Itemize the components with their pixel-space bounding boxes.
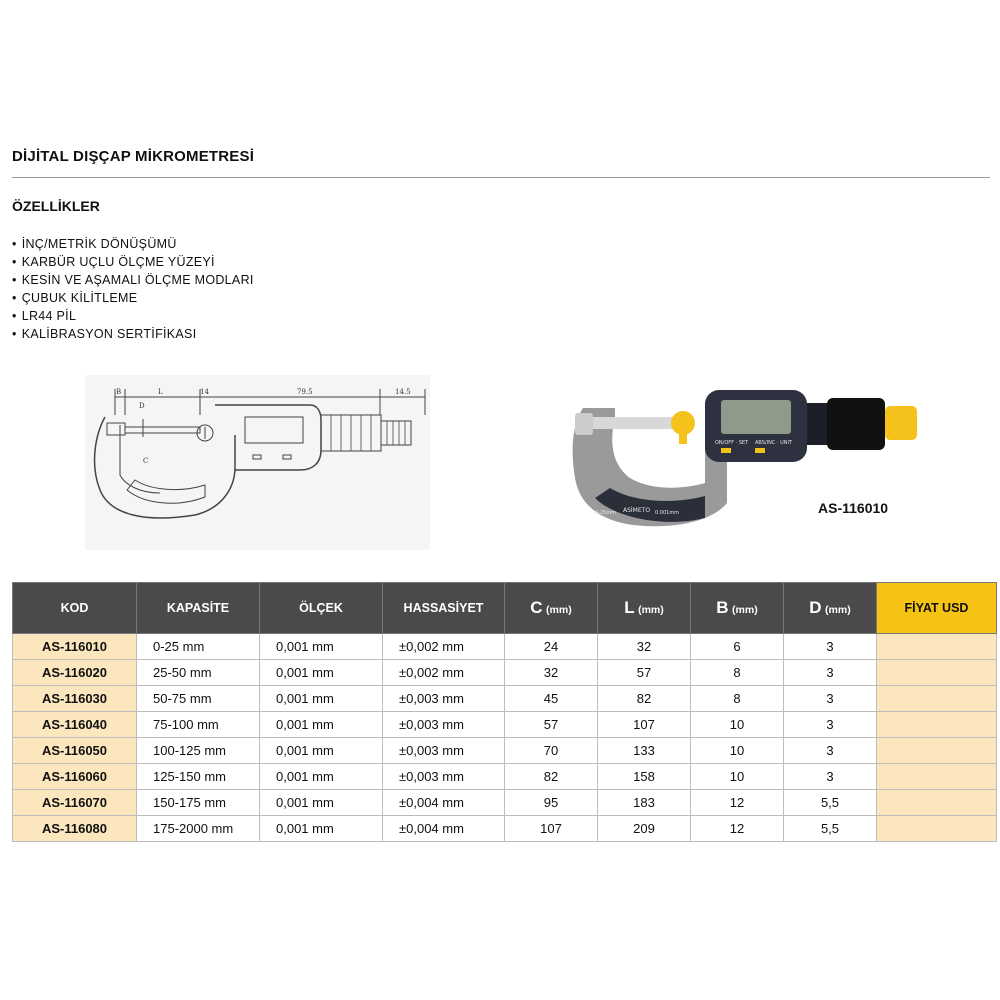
drawing-label-l: L xyxy=(158,388,163,396)
title-divider xyxy=(12,177,990,178)
cell-l: 209 xyxy=(598,816,691,842)
table-row xyxy=(13,660,997,686)
cell-l: 133 xyxy=(598,738,691,764)
cell-kapasite: 125-150 mm xyxy=(137,764,260,790)
drawing-label-d: D xyxy=(139,402,145,410)
cell-b: 12 xyxy=(691,790,784,816)
cell-fiyat xyxy=(877,712,997,738)
feature-item: • İNÇ/METRİK DÖNÜŞÜMÜ xyxy=(12,235,254,253)
drawing-label-c: C xyxy=(143,457,149,465)
cell-c: 95 xyxy=(505,790,598,816)
table-body xyxy=(13,634,997,842)
cell-kod: AS-116060 xyxy=(13,764,137,790)
header-d-unit: (mm) xyxy=(825,604,851,616)
cell-kapasite: 150-175 mm xyxy=(137,790,260,816)
feature-item: • KALİBRASYON SERTİFİKASI xyxy=(12,325,254,343)
header-olcek: ÖLÇEK xyxy=(260,583,383,634)
cell-olcek: 0,001 mm xyxy=(260,764,383,790)
spec-table xyxy=(12,582,997,842)
cell-hassasiyet: ±0,003 mm xyxy=(383,712,505,738)
cell-fiyat xyxy=(877,816,997,842)
cell-kod: AS-116070 xyxy=(13,790,137,816)
cell-fiyat xyxy=(877,764,997,790)
drawing-label-14: 14 xyxy=(200,388,209,396)
photo-brand-text: ASİMETO xyxy=(623,507,651,514)
drawing-label-14-5: 14.5 xyxy=(395,388,411,396)
cell-l: 82 xyxy=(598,686,691,712)
header-c-label: C xyxy=(530,598,543,617)
cell-b: 12 xyxy=(691,816,784,842)
cell-kapasite: 0-25 mm xyxy=(137,634,260,660)
header-b-unit: (mm) xyxy=(732,604,758,616)
cell-olcek: 0,001 mm xyxy=(260,738,383,764)
cell-d: 5,5 xyxy=(784,790,877,816)
cell-l: 107 xyxy=(598,712,691,738)
cell-c: 45 xyxy=(505,686,598,712)
cell-kapasite: 50-75 mm xyxy=(137,686,260,712)
cell-d: 3 xyxy=(784,686,877,712)
cell-fiyat xyxy=(877,660,997,686)
cell-b: 8 xyxy=(691,686,784,712)
cell-l: 158 xyxy=(598,764,691,790)
table-row xyxy=(13,634,997,660)
table-row xyxy=(13,816,997,842)
cell-olcek: 0,001 mm xyxy=(260,686,383,712)
cell-kod: AS-116030 xyxy=(13,686,137,712)
feature-item: • ÇUBUK KİLİTLEME xyxy=(12,289,254,307)
cell-d: 3 xyxy=(784,764,877,790)
cell-b: 10 xyxy=(691,764,784,790)
cell-kod: AS-116010 xyxy=(13,634,137,660)
cell-kapasite: 25-50 mm xyxy=(137,660,260,686)
cell-fiyat xyxy=(877,634,997,660)
header-b-label: B xyxy=(716,598,729,617)
cell-l: 32 xyxy=(598,634,691,660)
cell-c: 57 xyxy=(505,712,598,738)
cell-olcek: 0,001 mm xyxy=(260,790,383,816)
cell-hassasiyet: ±0,003 mm xyxy=(383,738,505,764)
product-code-label: AS-116010 xyxy=(818,500,889,516)
cell-kapasite: 175-2000 mm xyxy=(137,816,260,842)
cell-d: 3 xyxy=(784,738,877,764)
technical-drawing xyxy=(85,375,430,550)
cell-b: 10 xyxy=(691,738,784,764)
header-kod: KOD xyxy=(13,583,137,634)
header-d xyxy=(784,583,877,634)
cell-kod: AS-116020 xyxy=(13,660,137,686)
cell-fiyat xyxy=(877,686,997,712)
table-row xyxy=(13,712,997,738)
cell-b: 8 xyxy=(691,660,784,686)
cell-kod: AS-116040 xyxy=(13,712,137,738)
features-title: ÖZELLİKLER xyxy=(12,198,100,214)
feature-item: • KESİN VE AŞAMALI ÖLÇME MODLARI xyxy=(12,271,254,289)
cell-kod: AS-116080 xyxy=(13,816,137,842)
cell-hassasiyet: ±0,002 mm xyxy=(383,660,505,686)
cell-kapasite: 100-125 mm xyxy=(137,738,260,764)
cell-c: 70 xyxy=(505,738,598,764)
cell-hassasiyet: ±0,003 mm xyxy=(383,764,505,790)
features-list xyxy=(12,235,254,343)
photo-range-text: 0-25mm xyxy=(595,510,617,516)
photo-resolution-text: 0.001mm xyxy=(655,510,680,516)
cell-d: 3 xyxy=(784,660,877,686)
cell-c: 32 xyxy=(505,660,598,686)
cell-fiyat xyxy=(877,738,997,764)
photo-button-right-label: ABS/INC · UNIT xyxy=(755,440,793,446)
cell-hassasiyet: ±0,002 mm xyxy=(383,634,505,660)
cell-d: 5,5 xyxy=(784,816,877,842)
header-l-unit: (mm) xyxy=(638,604,664,616)
cell-l: 57 xyxy=(598,660,691,686)
cell-olcek: 0,001 mm xyxy=(260,660,383,686)
cell-l: 183 xyxy=(598,790,691,816)
drawing-label-79-5: 79.5 xyxy=(297,388,313,396)
header-fiyat: FİYAT USD xyxy=(877,583,997,634)
header-hassasiyet: HASSASİYET xyxy=(383,583,505,634)
cell-d: 3 xyxy=(784,712,877,738)
drawing-label-b: B xyxy=(116,388,122,396)
cell-fiyat xyxy=(877,790,997,816)
cell-b: 6 xyxy=(691,634,784,660)
cell-kapasite: 75-100 mm xyxy=(137,712,260,738)
table-row xyxy=(13,738,997,764)
table-row xyxy=(13,790,997,816)
cell-d: 3 xyxy=(784,634,877,660)
cell-c: 107 xyxy=(505,816,598,842)
cell-olcek: 0,001 mm xyxy=(260,712,383,738)
cell-olcek: 0,001 mm xyxy=(260,816,383,842)
table-row xyxy=(13,764,997,790)
cell-olcek: 0,001 mm xyxy=(260,634,383,660)
header-d-label: D xyxy=(809,598,822,617)
header-c xyxy=(505,583,598,634)
page-title: DİJİTAL DIŞÇAP MİKROMETRESİ xyxy=(12,148,255,165)
header-l xyxy=(598,583,691,634)
cell-c: 82 xyxy=(505,764,598,790)
cell-kod: AS-116050 xyxy=(13,738,137,764)
cell-hassasiyet: ±0,003 mm xyxy=(383,686,505,712)
table-header-row xyxy=(13,583,997,634)
feature-item: • KARBÜR UÇLU ÖLÇME YÜZEYİ xyxy=(12,253,254,271)
header-kapasite: KAPASİTE xyxy=(137,583,260,634)
cell-hassasiyet: ±0,004 mm xyxy=(383,790,505,816)
cell-b: 10 xyxy=(691,712,784,738)
header-l-label: L xyxy=(624,598,635,617)
photo-button-left-label: ON/OFF · SET xyxy=(715,440,749,446)
cell-hassasiyet: ±0,004 mm xyxy=(383,816,505,842)
cell-c: 24 xyxy=(505,634,598,660)
header-b xyxy=(691,583,784,634)
feature-item: • LR44 PİL xyxy=(12,307,254,325)
header-c-unit: (mm) xyxy=(546,604,572,616)
table-row xyxy=(13,686,997,712)
